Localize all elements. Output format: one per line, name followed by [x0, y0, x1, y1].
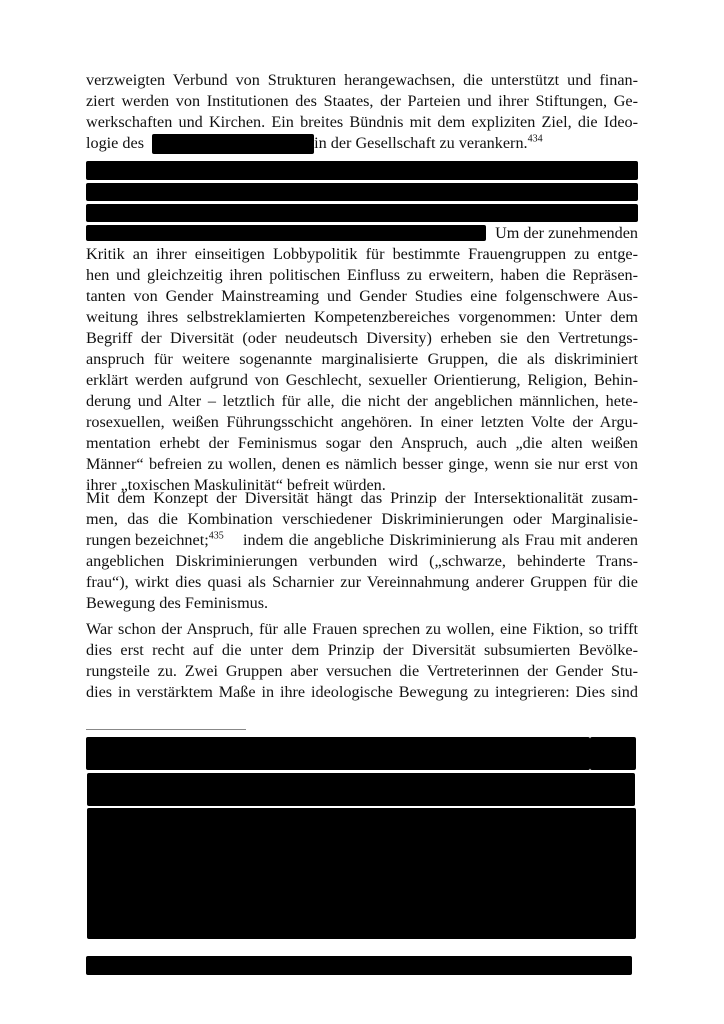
- text-line: rosexuellen, weißen Führungsschicht angehören. In einer letzten Volte der Argu-: [86, 413, 638, 431]
- redaction-footnote: [86, 737, 590, 770]
- text-line: derung und Alter – letztlich für alle, die nicht der angeblichen männlichen, hete-: [86, 392, 638, 410]
- footnote-separator: [86, 729, 246, 730]
- redaction-footnote: [590, 737, 636, 770]
- text-line: dies in verstärktem Maße in ihre ideologische Bewegung zu integrieren: Dies sind: [86, 683, 638, 701]
- text-line: anspruch für weitere sogenannte marginalisierte Gruppen, die als diskriminiert: [86, 350, 638, 368]
- text-line: verzweigten Verbund von Strukturen herangewachsen, die unterstützt und finan-: [86, 71, 638, 89]
- text-line: hen und gleichzeitig ihren politischen Einfluss zu erweitern, haben die Repräsen-: [86, 266, 638, 284]
- redaction-footnote: [86, 956, 632, 975]
- text-line: Begriff der Diversität (oder neudeutsch Diversity) erheben sie den Vertretungs-: [86, 329, 638, 347]
- text-line: tanten von Gender Mainstreaming und Gender Studies eine folgenschwere Aus-: [86, 287, 638, 305]
- text: logie des: [86, 134, 144, 152]
- text-line: angeblichen Diskriminierungen verbunden wird („schwarze, behinderte Trans-: [86, 552, 638, 570]
- text-line: frau“), wirkt dies quasi als Scharnier zur Vereinnahmung anderer Gruppen für die: [86, 573, 638, 591]
- text: rungen bezeichnet;: [86, 531, 209, 549]
- text-line: ziert werden von Institutionen des Staates, der Parteien und ihrer Stiftungen, Ge-: [86, 92, 638, 110]
- text-line: mentation erhebt der Feminismus sogar den Anspruch, auch „die alten weißen: [86, 434, 638, 452]
- text-line: ihrer „toxischen Maskulinität“ befreit würden.: [86, 476, 386, 494]
- text-line: Bewegung des Feminismus.: [86, 594, 269, 612]
- redaction-bar: [86, 225, 486, 241]
- text-line: werkschaften und Kirchen. Ein breites Bündnis mit dem expliziten Ziel, die Ideo-: [86, 113, 638, 131]
- text-line: War schon der Anspruch, für alle Frauen sprechen zu wollen, eine Fiktion, so trifft: [86, 620, 638, 638]
- text-line: dies erst recht auf die unter dem Prinzip der Diversität subsumierten Bevölke-: [86, 641, 638, 659]
- footnote-ref: 434: [527, 133, 543, 145]
- text-line: weitung ihres selbstreklamierten Kompetenzbereiches vorgenommen: Unter dem: [86, 308, 638, 326]
- redaction-footnote: [87, 808, 636, 939]
- footnote-ref: 435: [208, 530, 224, 542]
- text-line: men, das die Kombination verschiedener Diskriminierungen oder Marginalisie-: [86, 510, 638, 528]
- redaction-bar: [86, 204, 638, 222]
- redaction-bar: [86, 161, 638, 180]
- text-line: Mit dem Konzept der Diversität hängt das Prinzip der Intersektionalität zusam-: [86, 489, 638, 507]
- redaction-box: [152, 134, 314, 154]
- redaction-footnote: [87, 773, 635, 806]
- text-line: [86, 530, 638, 551]
- text-line: Kritik an ihrer einseitigen Lobbypolitik für bestimmte Frauengruppen zu entge-: [86, 245, 638, 263]
- text: indem die angebliche Diskriminierung als Frau mit anderen: [243, 531, 638, 549]
- text: in der Gesellschaft zu verankern.: [314, 134, 528, 152]
- text-line: Um der zunehmenden: [495, 224, 638, 242]
- redaction-bar: [86, 183, 638, 201]
- text-line: rungsteile zu. Zwei Gruppen aber versuchen die Vertreterinnen der Gender Stu-: [86, 662, 638, 680]
- text-line: Männer“ befreien zu wollen, denen es nämlich besser ginge, wenn sie nur erst von: [86, 455, 638, 473]
- text-line: erklärt werden aufgrund von Geschlecht, sexueller Orientierung, Religion, Behin-: [86, 371, 638, 389]
